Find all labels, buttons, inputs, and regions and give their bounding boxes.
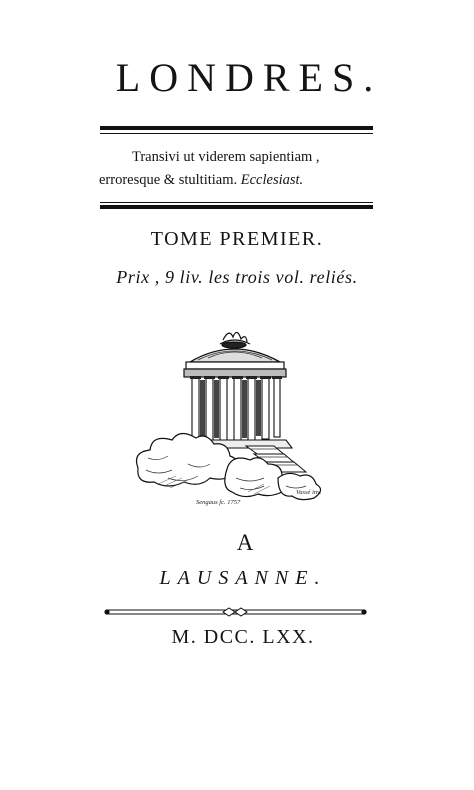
publication-year: M. DCC. LXX. — [171, 626, 315, 648]
motto-line-2 — [99, 172, 359, 189]
engraver-signature-right: Vassé inv. — [296, 489, 322, 496]
engraver-signature-left: Sengaus fc. 1757 — [196, 499, 241, 506]
volume-label: TOME PREMIER. — [150, 228, 324, 250]
middle-rule-thin — [100, 202, 373, 203]
top-rule-thick — [100, 126, 373, 130]
middle-rule-thick — [100, 205, 373, 209]
motto-line-1: Transivi ut viderem sapientiam , — [132, 149, 320, 165]
rotunda-temple-on-clouds-icon — [128, 318, 340, 514]
price-line: Prix , 9 liv. les trois vol. reliés. — [116, 267, 358, 287]
top-rule-thin — [100, 133, 373, 134]
place-of-publication: LAUSANNE. — [159, 567, 327, 589]
motto-line-2-text: erroresque & stultitiam. — [99, 172, 238, 188]
place-prefix: A — [236, 530, 254, 555]
motto-source: Ecclesiast. — [240, 172, 304, 188]
book-title: LONDRES. — [115, 55, 383, 100]
ornamental-rule — [103, 607, 368, 617]
